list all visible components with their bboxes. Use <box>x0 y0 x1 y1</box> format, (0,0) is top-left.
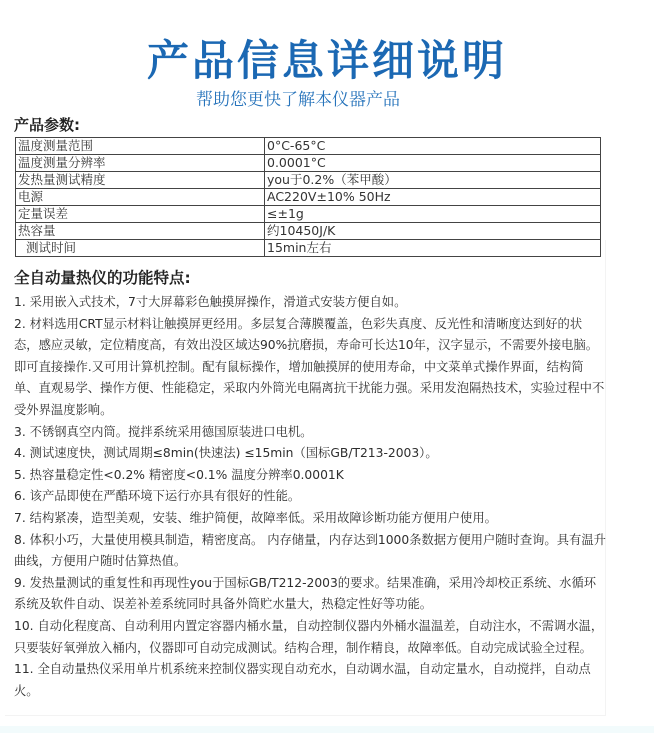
feature-item: 4. 测试速度快，测试周期≤8min(快速法) ≤15min（国标GB/T213-2003）。 <box>14 446 438 461</box>
param-value: ≤±1g <box>265 206 601 223</box>
table-row <box>16 138 601 155</box>
param-label: 测试时间 <box>16 240 265 257</box>
table-row <box>16 223 601 240</box>
param-label: 定量误差 <box>16 206 265 223</box>
table-row <box>16 172 601 189</box>
params-heading: 产品参数: <box>14 116 80 134</box>
param-label: 热容量 <box>16 223 265 240</box>
feature-item: 8. 体积小巧，大量使用模具制造，精密度高。 内存储量，内存达到1000条数据方便用户随时查询。具有温升曲线，方便用户随时估算热值。 <box>14 532 606 569</box>
feature-item: 9. 发热量测试的重复性和再现性you于国标GB/T212-2003的要求。结果准确，采用冷却校正系统、水循环系统及软件自动、误差补差系统同时具备外筒贮水量大，热稳定性好等功能。 <box>14 575 597 612</box>
param-value: 0°C-65°C <box>265 138 601 155</box>
features-heading: 全自动量热仪的功能特点: <box>14 269 191 287</box>
param-label: 电源 <box>16 189 265 206</box>
table-row <box>16 206 601 223</box>
param-value: 0.0001°C <box>265 155 601 172</box>
bottom-divider <box>0 726 654 733</box>
param-label: 温度测量分辨率 <box>16 155 265 172</box>
table-row <box>16 155 601 172</box>
params-table <box>15 137 601 257</box>
feature-item: 2. 材料选用CRT显示材料让触摸屏更经用。多层复合薄膜覆盖，色彩失真度、反光性和清晰度达到好的状态，感应灵敏，定位精度高，有效出没区域达90%抗磨损，寿命可长达10年，汉字显示，不需要外接电脑。即可直接操作.又可用计算机控制。配有鼠标操作，增加触摸屏的使用寿命，中文菜单式操作界面，结构简单、直观易学、操作方便、性能稳定，采取内外筒光电隔离抗干扰能力强。采用发泡隔热技术，实验过程中不受外界温度影响。 <box>14 316 605 417</box>
param-label: 发热量测试精度 <box>16 172 265 189</box>
feature-item: 11. 全自动量热仪采用单片机系统来控制仪器实现自动充水，自动调水温，自动定量水，自动搅拌，自动点火。 <box>14 662 591 698</box>
param-value: you于0.2%（苯甲酸） <box>265 172 601 189</box>
feature-item: 10. 自动化程度高、自动利用内置定容器内桶水量，自动控制仪器内外桶水温温差，自动注水，不需调水温，只要装好氧弹放入桶内，仪器即可自动完成测试。结构合理，制作精良，故障率低。自动完成试验全过程。 <box>14 618 604 655</box>
param-value: 约10450J/K <box>265 223 601 240</box>
param-value: AC220V±10% 50Hz <box>265 189 601 206</box>
feature-item: 5. 热容量稳定性<0.2% 精密度<0.1% 温度分辨率0.0001K <box>14 467 344 482</box>
feature-item: 1. 采用嵌入式技术，7寸大屏幕彩色触摸屏操作，滑道式安装方便自如。 <box>14 295 407 309</box>
feature-item: 3. 不锈钢真空内筒。搅拌系统采用德国原装进口电机。 <box>14 424 313 439</box>
feature-item: 6. 该产品即使在严酷环境下运行亦具有很好的性能。 <box>14 489 301 504</box>
page-title: 产品信息详细说明 <box>146 36 507 85</box>
page-subtitle: 帮助您更快了解本仪器产品 <box>196 90 400 110</box>
param-value: 15min左右 <box>265 240 601 257</box>
features-list <box>14 292 606 702</box>
param-label: 温度测量范围 <box>16 138 265 155</box>
feature-item: 7. 结构紧凑，造型美观，安装、维护简便，故障率低。采用故障诊断功能方便用户使用。 <box>14 510 497 525</box>
table-row <box>16 189 601 206</box>
